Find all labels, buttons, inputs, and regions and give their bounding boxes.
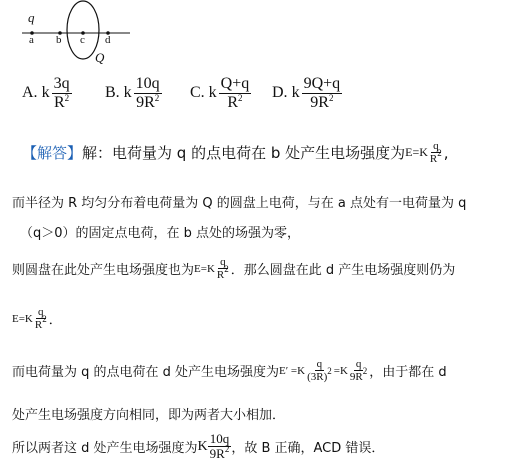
exponent: 2	[154, 92, 160, 103]
option-letter: C.	[190, 84, 205, 102]
option-numerator: 3q	[53, 75, 70, 92]
exponent: 2	[224, 444, 230, 455]
option-b[interactable]	[105, 75, 162, 111]
exponent: 2	[327, 366, 332, 377]
option-k: k	[41, 84, 50, 102]
solution-text: 则圆盘在此处产生电场强度也为	[12, 263, 195, 279]
exponent: 2	[437, 148, 442, 159]
solution-text: ，由于都在 d	[369, 365, 447, 381]
equation-prefix: E=K	[12, 312, 33, 325]
denominator: (3R)	[307, 371, 328, 384]
option-d[interactable]	[272, 75, 342, 111]
option-denominator: R	[227, 93, 239, 111]
denominator: 9R	[209, 446, 225, 462]
exponent: 2	[362, 366, 368, 377]
option-numerator: Q+q	[220, 75, 250, 92]
option-c[interactable]	[190, 75, 251, 111]
label-a: a	[29, 34, 34, 46]
solution-line-5	[12, 306, 62, 331]
equation-prefix: =K	[333, 364, 348, 377]
numerator: q	[355, 358, 362, 370]
solution-text: ．	[48, 313, 62, 329]
label-d: d	[105, 34, 111, 46]
label-q: q	[28, 10, 35, 25]
option-denominator: R	[53, 93, 65, 111]
solution-text: ．那么圆盘在此 d 产生电场强度则仍为	[230, 263, 456, 279]
solution-line-1: 【解答】 解：电荷量为 q 的点电荷在 b 处产生电场强度为 E=K $\frac{q}{R^2}$ ,	[22, 140, 449, 166]
label-Q: Q	[95, 50, 105, 65]
option-letter: B.	[105, 84, 120, 102]
equation-prefix: E=K	[405, 145, 428, 160]
solution-line-4	[12, 256, 455, 281]
label-b: b	[56, 34, 62, 46]
numerator: q	[38, 306, 44, 318]
numerator: 10q	[209, 431, 230, 446]
solution-line-8	[12, 432, 384, 462]
equation-prefix: E′ =K	[279, 364, 306, 377]
solution-text: 所以两者这 d 处产生电场强度为	[12, 441, 198, 457]
numerator: q	[433, 140, 439, 152]
numerator: q	[316, 358, 323, 370]
option-k: k	[123, 84, 132, 102]
label-c: c	[80, 34, 85, 46]
exponent: 2	[224, 264, 229, 275]
charge-diagram	[0, 0, 140, 70]
solution-line-2: 而半径为 R 均匀分布着电荷量为 Q 的圆盘上电荷，与在 a 点处有一电荷量为 q	[12, 196, 467, 211]
option-k: k	[208, 84, 217, 102]
exponent: 2	[238, 92, 243, 103]
option-k: k	[291, 84, 300, 102]
option-numerator: 9Q+q	[303, 75, 341, 92]
option-a[interactable]	[22, 75, 72, 111]
exponent: 2	[42, 314, 47, 325]
equation-prefix: E=K	[194, 262, 215, 275]
denominator: R	[216, 269, 225, 282]
solution-text: 解：电荷量为 q 的点电荷在 b 处产生电场强度为	[82, 144, 406, 163]
denominator: R	[34, 319, 43, 332]
option-letter: A.	[22, 84, 38, 102]
solution-line-7: 处产生电场强度方向相同，即为两者大小相加．	[12, 408, 286, 423]
option-numerator: 10q	[135, 75, 160, 92]
solution-line-3: （q＞0）的固定点电荷，在 b 点处的场强为零，	[20, 226, 301, 241]
solution-text: ，故 B 正确，ACD 错误．	[231, 441, 385, 457]
numerator: q	[220, 256, 226, 268]
exponent: 2	[328, 92, 334, 103]
denominator: R	[429, 153, 438, 166]
solution-line-6	[12, 358, 447, 383]
solution-text: 而电荷量为 q 的点电荷在 d 处产生电场强度为	[12, 365, 280, 381]
option-denominator: 9R	[310, 93, 329, 111]
exponent: 2	[64, 92, 70, 103]
answer-tag: 【解答】	[22, 144, 83, 163]
option-denominator: 9R	[136, 93, 155, 111]
equation-prefix: K	[197, 438, 208, 454]
option-letter: D.	[272, 84, 288, 102]
denominator: 9R	[349, 371, 363, 384]
